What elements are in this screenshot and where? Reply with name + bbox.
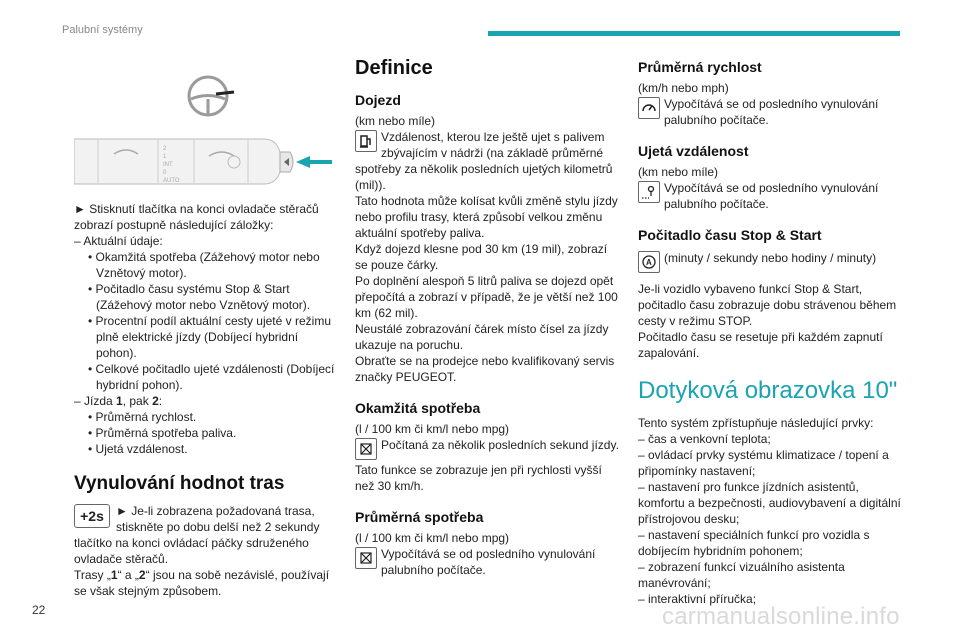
list-item: • Celkové počitadlo ujeté vzdálenosti (Dobíjecí hybridní pohon).: [88, 362, 335, 392]
list-heading-trips: [74, 393, 342, 409]
wiper-stalk: [74, 139, 293, 184]
lever-mark: 0: [163, 170, 167, 176]
section-title-touchscreen: Dotyková obrazovka 10": [638, 377, 898, 404]
list-item: – interaktivní příručka;: [638, 592, 757, 606]
range-paragraph: Po doplnění alespoň 5 litrů paliva se dojezd opět přepočítá a zobrazí v případě, že je větší než 100 km (62 mil).: [355, 274, 618, 320]
list-item: – zobrazení funkcí vizuálního asistenta manévrování;: [638, 560, 845, 590]
speed-paragraph: Vypočítává se od posledního vynulování palubního počítače.: [664, 97, 879, 127]
range-paragraph: Když dojezd klesne pod 30 km (19 mil), zobrazí se pouze čárky.: [355, 242, 608, 272]
list-item: • Průměrná rychlost.: [88, 410, 197, 424]
text-span: Trasy „: [74, 568, 111, 582]
distance-unit: (km nebo míle): [638, 165, 719, 179]
header-accent-bar: [488, 31, 900, 36]
average-paragraph: Vypočítává se od posledního vynulování palubního počítače.: [381, 547, 596, 577]
trip-1-label: 1: [116, 394, 123, 408]
range-paragraph: Obraťte se na prodejce nebo kvalifikovaný servis značky PEUGEOT.: [355, 354, 615, 384]
list-item: • Počitadlo času systému Stop & Start (Zážehový motor nebo Vznětový motor).: [88, 282, 311, 312]
instant-unit: (l / 100 km či km/l nebo mpg): [355, 422, 510, 436]
list-item: – ovládací prvky systému klimatizace / topení a připomínky nastavení;: [638, 448, 889, 478]
average-consumption-icon: [355, 547, 377, 569]
lever-mark: 2: [163, 146, 167, 152]
speed-unit: (km/h nebo mph): [638, 81, 729, 95]
list-heading-current: – Aktuální údaje:: [74, 234, 163, 248]
lever-mark: 1: [163, 154, 167, 160]
instant-consumption-icon: [355, 438, 377, 460]
steering-wheel-icon: [189, 77, 227, 115]
header-section-title: Palubní systémy: [62, 24, 143, 36]
stop-start-icon: [638, 251, 660, 273]
touchscreen-intro: Tento systém zpřístupňuje následující prvky:: [638, 416, 874, 430]
instant-paragraph: Tato funkce se zobrazuje jen při rychlosti vyšší než 30 km/h.: [355, 463, 602, 493]
section-title-reset: Vynulování hodnot tras: [74, 473, 285, 494]
average-unit: (l / 100 km či km/l nebo mpg): [355, 531, 510, 545]
range-paragraph: Tato hodnota může kolísat kvůli změně stylu jízdy nebo profilu trasy, která způsobí velkou změnu aktuální spotřeby paliva.: [355, 194, 618, 240]
wiper-stalk-illustration: [74, 72, 342, 187]
stop-start-unit: (minuty / sekundy nebo hodiny / minuty): [664, 251, 877, 265]
trip-2-label: 2: [152, 394, 159, 408]
text-span: , pak: [122, 394, 153, 408]
lever-mark: AUTO: [163, 178, 180, 184]
list-item: • Průměrná spotřeba paliva.: [88, 426, 237, 440]
range-paragraph: Vzdálenost, kterou lze ještě ujet s palivem zbývajícím v nádrži (na základě průměrné spotřeby za několik posledních ujetých kilometrů (mil)).: [355, 130, 613, 192]
speedometer-icon: [638, 97, 660, 119]
subsection-title-speed: Průměrná rychlost: [638, 59, 762, 75]
watermark: carmanualsonline.info: [662, 603, 900, 630]
svg-text:A: A: [646, 258, 652, 267]
range-unit: (km nebo míle): [355, 114, 436, 128]
reset-icon: +2s: [74, 504, 110, 528]
text-span: :: [158, 394, 163, 408]
stop-start-paragraph: Počitadlo času se resetuje při každém zapnutí zapalování.: [638, 330, 883, 360]
distance-pin-icon: [638, 181, 660, 203]
list-item: • Ujetá vzdálenost.: [88, 442, 188, 456]
distance-paragraph: Vypočítává se od posledního vynulování palubního počítače.: [664, 181, 879, 211]
fuel-pump-icon: [355, 130, 377, 152]
reset-text: ► Je-li zobrazena požadovaná trasa, stiskněte po dobu delší než 2 sekundy tlačítko na konci ovládací páčky sdruženého ovladače stěračů.: [74, 504, 320, 566]
subsection-title-range: Dojezd: [355, 92, 401, 108]
text-span: “ a „: [117, 568, 139, 582]
trip-2-label: 2: [138, 568, 146, 582]
list-item: • Procentní podíl aktuální cesty ujeté v režimu plně elektrické jízdy (Dobíjecí hybridní pohon).: [88, 314, 331, 360]
subsection-title-distance: Ujetá vzdálenost: [638, 143, 749, 159]
subsection-title-instant: Okamžitá spotřeba: [355, 400, 481, 416]
range-paragraph: Neustálé zobrazování čárek místo čísel za jízdy ukazuje na poruchu.: [355, 322, 609, 352]
lever-mark: INT: [163, 162, 173, 168]
list-item: – nastavení speciálních funkcí pro vozidla s dobíjecím hybridním pohonem;: [638, 528, 870, 558]
subsection-title-average: Průměrná spotřeba: [355, 509, 484, 525]
list-item: – nastavení pro funkce jízdních asistentů, komfortu a bezpečnosti, audiovybavení a digitální přístrojovou desku;: [638, 480, 901, 526]
reset-note: [74, 567, 342, 599]
instant-paragraph: Počítaná za několik posledních sekund jízdy.: [381, 438, 619, 452]
list-item: – čas a venkovní teplota;: [638, 432, 771, 446]
page-number: 22: [32, 603, 46, 617]
intro-text: ► Stisknutí tlačítka na konci ovladače stěračů zobrazí postupně následující záložky:: [74, 202, 319, 232]
list-item: • Okamžitá spotřeba (Zážehový motor nebo Vznětový motor).: [88, 250, 320, 280]
text-span: “ jsou na sobě nezávislé, používají se však stejným způsobem.: [74, 568, 330, 598]
pointer-arrow-icon: [296, 156, 332, 168]
section-title-definitions: Definice: [355, 57, 433, 79]
text-span: – Jízda: [74, 394, 117, 408]
stop-start-paragraph: Je-li vozidlo vybaveno funkcí Stop & Start, počitadlo času zobrazuje dobu strávenou během cesty v režimu STOP.: [638, 282, 897, 328]
trip-1-label: 1: [110, 568, 118, 582]
subsection-title-stop-start: Počitadlo času Stop & Start: [638, 227, 822, 243]
